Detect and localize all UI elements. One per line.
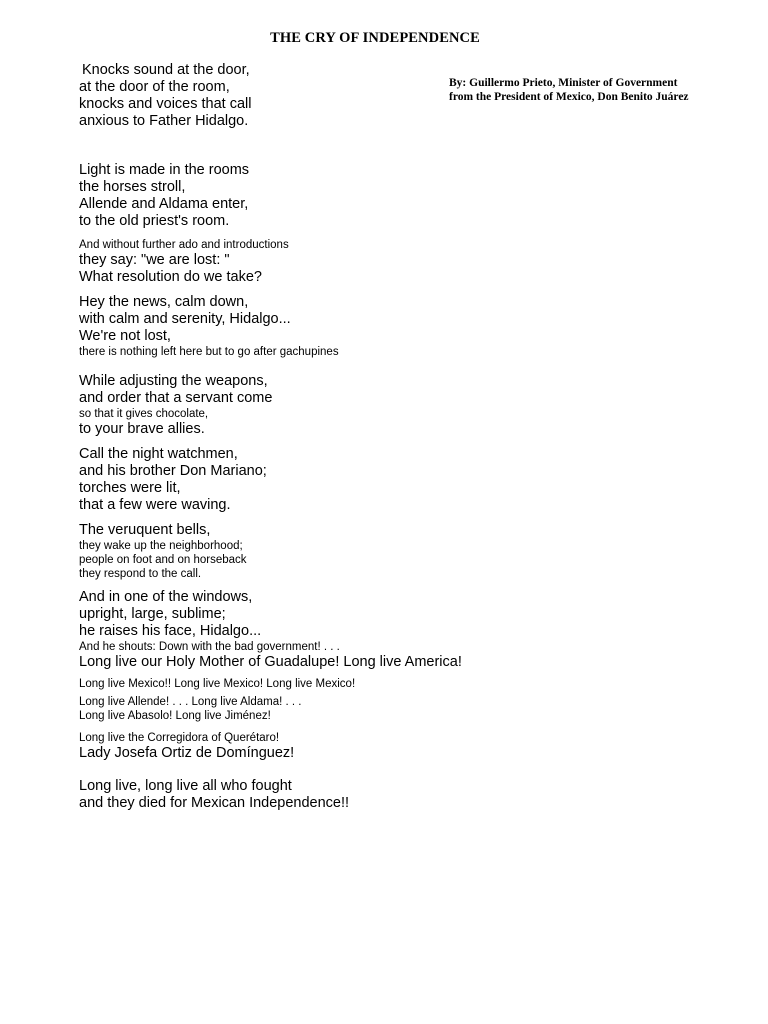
poem-line: torches were lit, [79, 480, 181, 496]
poem-line: and his brother Don Mariano; [79, 463, 267, 479]
poem-line: Long live our Holy Mother of Guadalupe! Long live America! [79, 654, 462, 670]
poem-line: people on foot and on horseback [79, 554, 247, 566]
poem-line: they respond to the call. [79, 568, 202, 580]
stanza [79, 589, 559, 671]
poem-line: Lady Josefa Ortiz de Domínguez! [79, 745, 295, 761]
poem-line: And in one of the windows, [79, 589, 253, 605]
poem-line: and order that a servant come [79, 390, 273, 406]
poem-line: While adjusting the weapons, [79, 373, 268, 389]
poem-line: What resolution do we take? [79, 269, 262, 285]
poem-line: to the old priest's room. [79, 213, 230, 229]
poem-line: Knocks sound at the door, [82, 62, 250, 78]
stanza [79, 62, 559, 130]
poem-line: knocks and voices that call [79, 96, 252, 112]
poem-line: Long live Abasolo! Long live Jiménez! [79, 710, 271, 722]
byline-line-2: from the President of Mexico, Don Benito Juárez [449, 91, 689, 103]
document-title: THE CRY OF INDEPENDENCE [270, 30, 480, 46]
poem-body [79, 62, 559, 812]
poem-line: they say: "we are lost: " [79, 252, 230, 268]
stanza [79, 731, 559, 762]
stanza [79, 778, 559, 812]
poem-line: We're not lost, [79, 328, 171, 344]
stanza [79, 294, 559, 359]
poem-line: anxious to Father Hidalgo. [79, 113, 249, 129]
poem-line: And without further ado and introductions [79, 239, 289, 251]
poem-line: upright, large, sublime; [79, 606, 226, 622]
poem-line: And he shouts: Down with the bad government! . . . [79, 641, 340, 653]
poem-line: Long live Allende! . . . Long live Aldama! . . . [79, 696, 302, 708]
poem-line: to your brave allies. [79, 421, 205, 437]
poem-line: he raises his face, Hidalgo... [79, 623, 262, 639]
poem-line: the horses stroll, [79, 179, 186, 195]
poem-line: they wake up the neighborhood; [79, 540, 243, 552]
poem-line: Call the night watchmen, [79, 446, 238, 462]
poem-line: Long live the Corregidora of Querétaro! [79, 732, 280, 744]
poem-line: Long live Mexico!! Long live Mexico! Long live Mexico! [79, 678, 356, 690]
poem-line: The veruquent bells, [79, 522, 211, 538]
poem-line: Long live, long live all who fought [79, 778, 292, 794]
stanza [79, 446, 559, 514]
poem-line: with calm and serenity, Hidalgo... [79, 311, 291, 327]
poem-line: so that it gives chocolate, [79, 408, 209, 420]
stanza [79, 677, 559, 691]
poem-line: Hey the news, calm down, [79, 294, 249, 310]
stanza [79, 162, 559, 230]
poem-line: there is nothing left here but to go after gachupines [79, 346, 339, 358]
poem-line: at the door of the room, [79, 79, 230, 95]
stanza [79, 695, 559, 723]
poem-line: that a few were waving. [79, 497, 231, 513]
poem-line: Light is made in the rooms [79, 162, 250, 178]
stanza [79, 373, 559, 438]
stanza [79, 522, 559, 581]
stanza [79, 238, 559, 286]
byline-line-1: By: Guillermo Prieto, Minister of Government [449, 77, 678, 89]
poem-line: and they died for Mexican Independence!! [79, 795, 350, 811]
poem-line: Allende and Aldama enter, [79, 196, 249, 212]
